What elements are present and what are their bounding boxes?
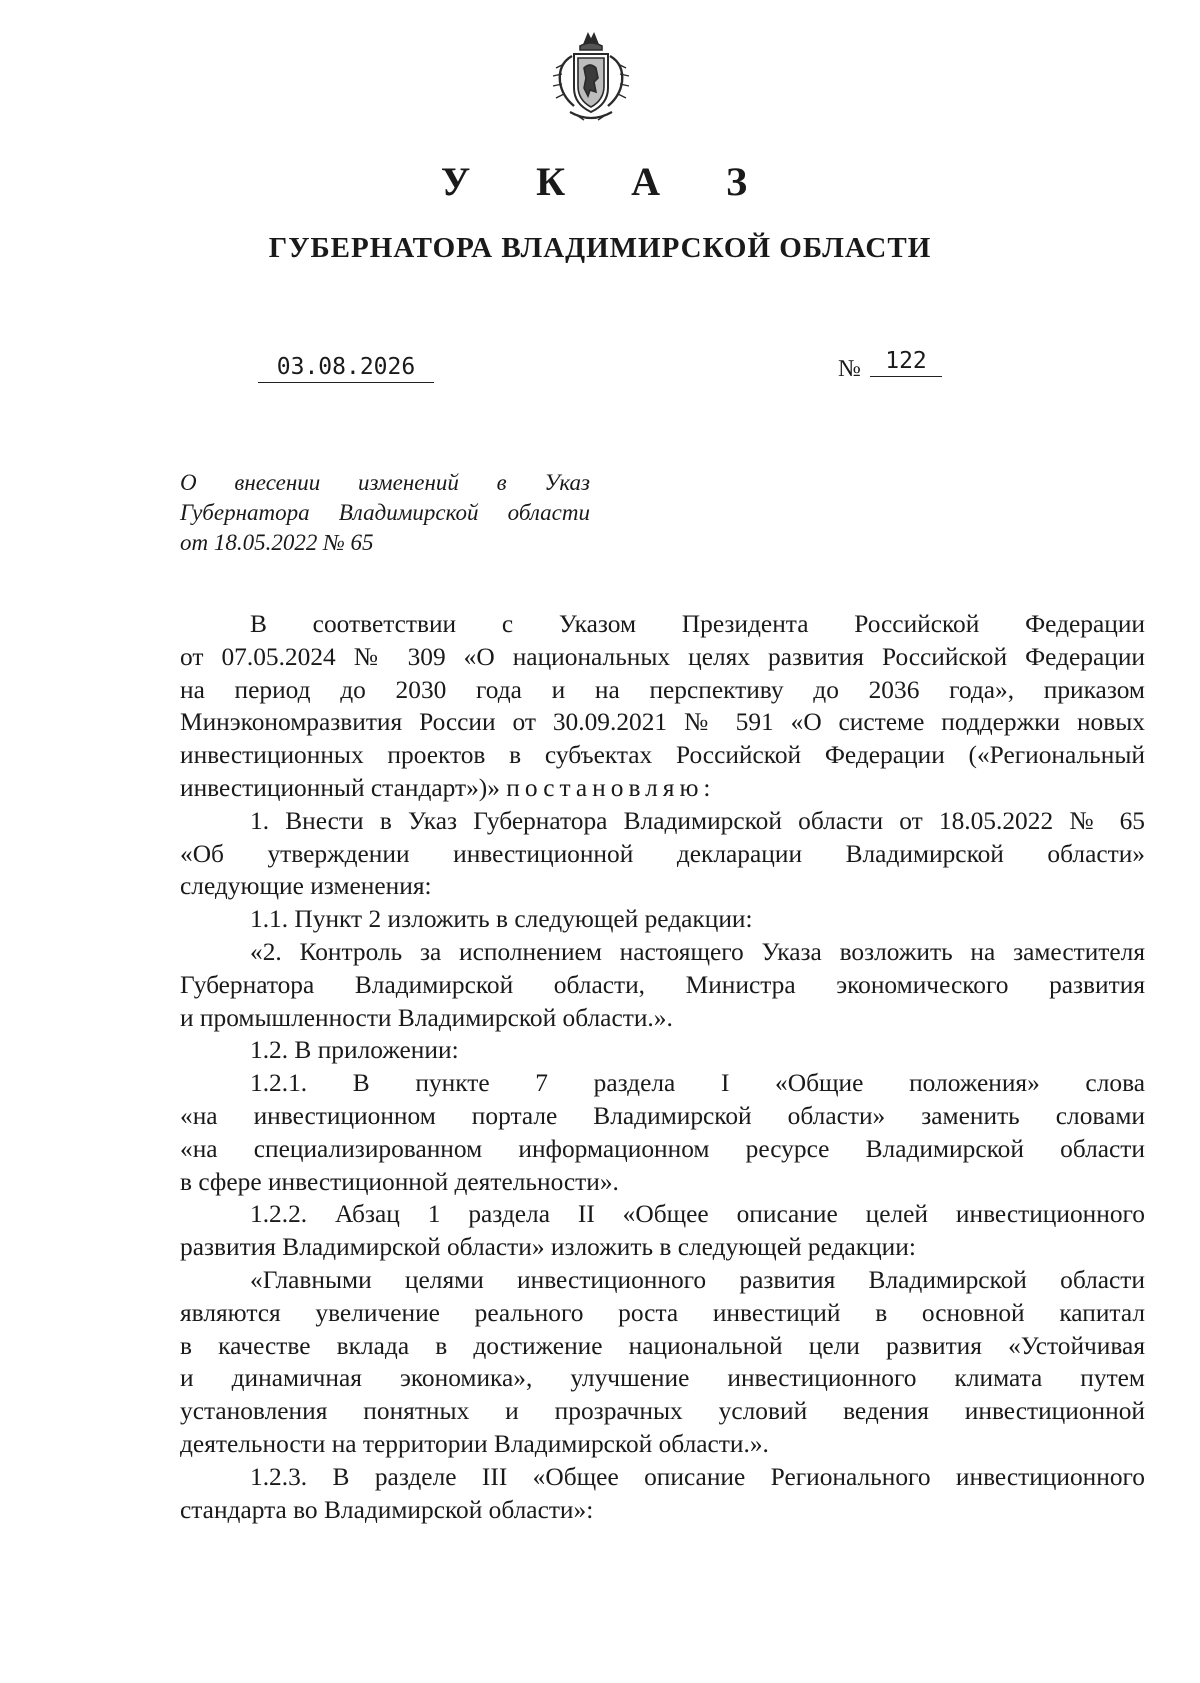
body-line: деятельности на территории Владимирской области.».	[180, 1429, 769, 1458]
decree-word: постановляю:	[506, 773, 716, 802]
body-line: являются увеличение реального роста инвестиций в основной капитал	[180, 1298, 1145, 1327]
document-title: У К А З	[440, 159, 776, 204]
body-line	[180, 772, 1145, 805]
body-line: 1.1. Пункт 2 изложить в следующей редакции:	[250, 905, 753, 934]
body-line: «2. Контроль за исполнением настоящего Указа возложить на заместителя	[250, 937, 1145, 966]
body-line: «Об утверждении инвестиционной декларации Владимирской области»	[180, 839, 1145, 868]
subject-line: от 18.05.2022 № 65	[180, 530, 374, 555]
body-line: и динамичная экономика», улучшение инвестиционного климата путем	[180, 1364, 1145, 1393]
body-line: Минэкономразвития России от 30.09.2021 № 591 «О системе поддержки новых	[180, 708, 1145, 737]
body-line: «Главными целями инвестиционного развития Владимирской области	[250, 1265, 1145, 1294]
body-line: следующие изменения:	[180, 872, 432, 901]
body-line: В соответствии с Указом Президента Российской Федерации	[250, 610, 1145, 638]
body-line: 1.2. В приложении:	[250, 1036, 459, 1065]
document-subtitle: ГУБЕРНАТОРА ВЛАДИМИРСКОЙ ОБЛАСТИ	[268, 232, 932, 264]
body-line: от 07.05.2024 № 309 «О национальных целях развития Российской Федерации	[180, 642, 1145, 671]
body-line: 1. Внести в Указ Губернатора Владимирской области от 18.05.2022 № 65	[250, 806, 1145, 835]
body-line: инвестиционных проектов в субъектах Российской Федерации («Региональный	[180, 741, 1145, 770]
subject-line: Губернатора Владимирской области	[180, 500, 590, 525]
subject-line: О внесении изменений в Указ	[180, 470, 590, 495]
body-line: 1.2.1. В пункте 7 раздела I «Общие положения» слова	[250, 1069, 1145, 1098]
decree-body	[180, 608, 1145, 1526]
body-line-text: инвестиционный стандарт»)»	[180, 773, 500, 802]
body-line: на период до 2030 года и на перспективу до 2036 года», приказом	[180, 675, 1145, 704]
body-line: в качестве вклада в достижение национальной цели развития «Устойчивая	[180, 1331, 1145, 1360]
coat-of-arms-emblem	[544, 30, 638, 126]
body-line: установления понятных и прозрачных условий ведения инвестиционной	[180, 1397, 1145, 1426]
decree-number: 122	[870, 348, 942, 377]
body-line: Губернатора Владимирской области, Министра экономического развития	[180, 970, 1145, 999]
body-line: 1.2.2. Абзац 1 раздела II «Общее описание целей инвестиционного	[250, 1200, 1145, 1229]
body-line: 1.2.3. В разделе III «Общее описание Регионального инвестиционного	[250, 1462, 1145, 1491]
body-line: в сфере инвестиционной деятельности».	[180, 1167, 619, 1196]
decree-date: 03.08.2026	[258, 354, 434, 383]
decree-number-label: №	[838, 356, 861, 382]
body-line: и промышленности Владимирской области.».	[180, 1003, 673, 1032]
decree-subject	[180, 468, 590, 558]
body-line: стандарта во Владимирской области»:	[180, 1495, 594, 1524]
body-line: «на специализированном информационном ресурсе Владимирской области	[180, 1134, 1145, 1163]
body-line: «на инвестиционном портале Владимирской области» заменить словами	[180, 1101, 1145, 1130]
body-line: развития Владимирской области» изложить в следующей редакции:	[180, 1233, 916, 1262]
